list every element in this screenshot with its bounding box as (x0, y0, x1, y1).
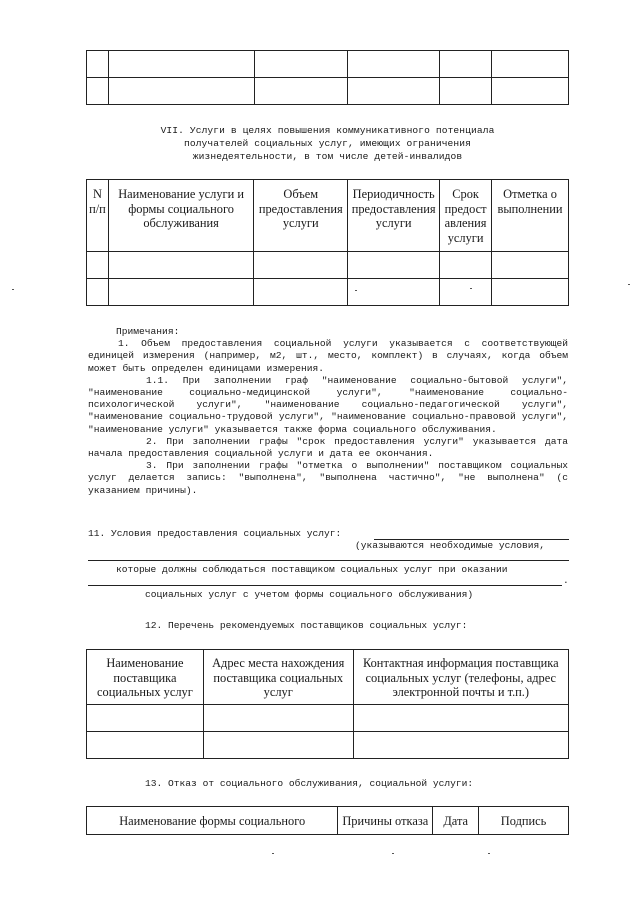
table-cell[interactable] (87, 78, 109, 105)
table-cell[interactable] (87, 252, 109, 279)
table-cell[interactable] (108, 51, 254, 78)
column-header: Подпись (479, 807, 569, 835)
column-header: Наименование поставщика социальных услуг (87, 650, 204, 705)
table-header-row (87, 650, 569, 705)
section-title-line: VII. Услуги в целях повышения коммуникативного потенциала (160, 125, 495, 136)
table-cell[interactable] (440, 51, 492, 78)
table-cell[interactable] (108, 78, 254, 105)
column-header: Отметка о выполнении (492, 180, 569, 252)
item-11-hint: (указываются необходимые условия, (355, 540, 545, 551)
table-cell[interactable] (108, 252, 253, 279)
table-cell[interactable] (203, 705, 353, 732)
table-cell[interactable] (492, 51, 569, 78)
section-title-line: получателей социальных услуг, имеющих ограничения (183, 138, 471, 149)
table-cell[interactable] (353, 732, 568, 759)
column-header: Срок предост авления услуги (440, 180, 492, 252)
scan-speck (12, 289, 14, 290)
scan-speck (628, 284, 630, 285)
table-cell[interactable] (254, 51, 348, 78)
table-cell[interactable] (87, 279, 109, 306)
previous-section-table (86, 50, 569, 105)
refusal-table (86, 806, 569, 835)
item-11-hint: которые должны соблюдаться поставщиком социальных услуг при оказании (116, 564, 508, 575)
column-header: Объем предоставления услуги (254, 180, 348, 252)
item-11-input-line[interactable] (88, 560, 569, 561)
table-header-row (87, 180, 569, 252)
table-cell[interactable] (348, 78, 440, 105)
table-row (87, 705, 569, 732)
column-header: N п/п (87, 180, 109, 252)
section-vii-table (86, 179, 569, 306)
table-cell[interactable] (348, 252, 440, 279)
column-header: Периодичность предоставления услуги (348, 180, 440, 252)
table-cell[interactable] (87, 51, 109, 78)
note-paragraph: 3. При заполнении графы "отметка о выполнении" поставщиком социальных услуг делается запись: "выполнена", "выполнена частично", "не выполнена" (с указанием причины). (88, 460, 568, 496)
table-cell[interactable] (254, 279, 348, 306)
scan-speck (470, 288, 472, 289)
table-cell[interactable] (87, 732, 204, 759)
section-title-line: жизнедеятельности, в том числе детей-инвалидов (192, 151, 463, 162)
table-cell[interactable] (254, 78, 348, 105)
column-header: Наименование формы социального (87, 807, 338, 835)
note-paragraph: 2. При заполнении графы "срок предоставления услуги" указывается дата начала предоставления социальной услуги и дата ее окончания. (88, 435, 568, 460)
item-13-label: 13. Отказ от социального обслуживания, социальной услуги: (145, 778, 474, 789)
notes-block (88, 326, 568, 497)
table-header-row (87, 807, 569, 835)
table-cell[interactable] (492, 78, 569, 105)
table-cell[interactable] (440, 252, 492, 279)
scan-speck (488, 853, 490, 854)
table-cell[interactable] (492, 252, 569, 279)
column-header: Причины отказа (338, 807, 433, 835)
item-11-hint: социальных услуг с учетом формы социального обслуживания) (145, 589, 474, 600)
table-cell[interactable] (203, 732, 353, 759)
table-cell[interactable] (348, 51, 440, 78)
notes-heading: Примечания: (116, 326, 180, 337)
column-header: Контактная информация поставщика социальных услуг (телефоны, адрес электронной почты и т.п.) (353, 650, 568, 705)
table-cell[interactable] (87, 705, 204, 732)
column-header: Адрес места нахождения поставщика социальных услуг (203, 650, 353, 705)
item-12-label: 12. Перечень рекомендуемых поставщиков социальных услуг: (145, 620, 468, 631)
table-row (87, 51, 569, 78)
table-row (87, 279, 569, 306)
table-cell[interactable] (440, 279, 492, 306)
table-cell[interactable] (353, 705, 568, 732)
scan-speck (272, 853, 274, 854)
item-11-end-mark: . (563, 575, 569, 586)
column-header: Дата (433, 807, 479, 835)
table-cell[interactable] (108, 279, 253, 306)
item-11-label: 11. Условия предоставления социальных услуг: (88, 528, 342, 539)
section-vii-title (86, 124, 569, 163)
table-row (87, 252, 569, 279)
note-paragraph: 1. Объем предоставления социальной услуги указывается с соответствующей единицей измерения (например, м2, шт., место, комплект) в случаях, когда объем может быть определен единицами измерения. (88, 338, 568, 374)
column-header: Наименование услуги и формы социального обслуживания (108, 180, 253, 252)
item-11-input-line[interactable] (88, 585, 562, 586)
table-row (87, 78, 569, 105)
table-cell[interactable] (348, 279, 440, 306)
scan-speck (392, 853, 394, 854)
table-row (87, 732, 569, 759)
scan-speck (355, 290, 357, 291)
note-paragraph: 1.1. При заполнении граф "наименование социально-бытовой услуги", "наименование социально-медицинской услуги", "наименование социально-психологической услуги", "наименование социально-педагогической услуги", "наименование социально-трудовой услуги", "наименование социально-правовой услуги", "наименование услуги" указывается также форма социального обслуживания. (88, 374, 568, 435)
table-cell[interactable] (440, 78, 492, 105)
table-cell[interactable] (254, 252, 348, 279)
providers-table (86, 649, 569, 759)
table-cell[interactable] (492, 279, 569, 306)
